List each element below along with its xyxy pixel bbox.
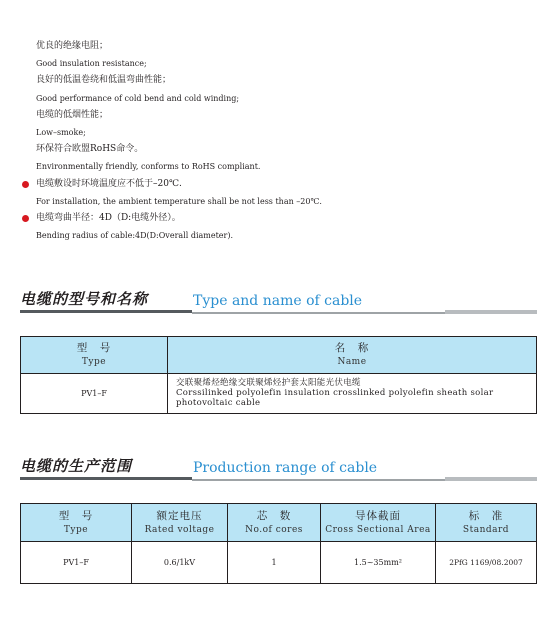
section-title-en: Type and name of cable bbox=[193, 293, 363, 309]
header-cell: 型 号 Type bbox=[21, 504, 132, 542]
feature-line: 良好的低温卷绕和低温弯曲性能； bbox=[36, 75, 172, 86]
type-cell: PV1–F bbox=[21, 374, 168, 414]
feature-line: 电缆的低烟性能； bbox=[36, 109, 109, 120]
voltage-cell: 0.6/1kV bbox=[132, 542, 228, 584]
area-cell: 1.5~35mm² bbox=[321, 542, 436, 584]
feature-line: Environmentally friendly, conforms to RoHS compliant. bbox=[36, 162, 261, 172]
section-title-cn: 电缆的生产范围 bbox=[20, 457, 133, 475]
feature-line: 优良的绝缘电阻； bbox=[36, 41, 109, 51]
bullet-icon bbox=[22, 181, 29, 188]
feature-line: Good performance of cold bend and cold winding; bbox=[36, 93, 240, 103]
table-row bbox=[21, 374, 537, 414]
feature-line: 环保符合欧盟RoHS命令。 bbox=[36, 144, 144, 155]
table-header-row bbox=[21, 337, 537, 374]
name-cell bbox=[168, 374, 537, 414]
section-title-cn: 电缆的型号和名称 bbox=[20, 290, 149, 308]
section-heading-production-range bbox=[20, 455, 537, 485]
section-rule bbox=[20, 310, 192, 313]
feature-line: For installation, the ambient temperature shall be not less than –20℃. bbox=[36, 196, 322, 206]
feature-line: 电缆敷设时环境温度应不低于–20℃. bbox=[36, 176, 536, 193]
feature-line: Low–smoke; bbox=[36, 128, 86, 138]
standard-cell: 2PfG 1169/08.2007 bbox=[436, 542, 537, 584]
header-cell: 标 准 Standard bbox=[436, 504, 537, 542]
header-cell: 额定电压 Rated voltage bbox=[132, 504, 228, 542]
feature-line: Good insulation resistance; bbox=[36, 59, 147, 69]
header-cell: 芯 数 No.of cores bbox=[228, 504, 321, 542]
type-cell: PV1–F bbox=[21, 542, 132, 584]
table-header-row bbox=[21, 504, 537, 542]
section-rule bbox=[445, 477, 537, 481]
bullet-icon bbox=[22, 215, 29, 222]
header-cell: 型 号 Type bbox=[21, 337, 168, 374]
feature-line: 电缆弯曲半径：4D（D:电缆外径）。 bbox=[36, 210, 536, 227]
cores-cell: 1 bbox=[228, 542, 321, 584]
type-name-table bbox=[20, 336, 537, 414]
section-rule bbox=[20, 477, 192, 480]
header-cell: 名 称 Name bbox=[168, 337, 537, 374]
section-rule bbox=[445, 310, 537, 314]
feature-line: Bending radius of cable:4D(D:Overall diameter). bbox=[36, 231, 234, 241]
name-cn: 交联聚烯烃绝缘交联聚烯烃护套太阳能光伏电缆 bbox=[176, 377, 361, 388]
feature-list bbox=[36, 38, 536, 244]
header-cell: 导体截面 Cross Sectional Area bbox=[321, 504, 436, 542]
production-range-table bbox=[20, 503, 537, 584]
section-title-en: Production range of cable bbox=[193, 460, 378, 476]
name-en: Corssilinked polyolefin insulation crosslinked polyolefin sheath solar photovoltaic cable bbox=[176, 387, 494, 408]
table-row bbox=[21, 542, 537, 584]
section-heading-type-name bbox=[20, 288, 537, 318]
